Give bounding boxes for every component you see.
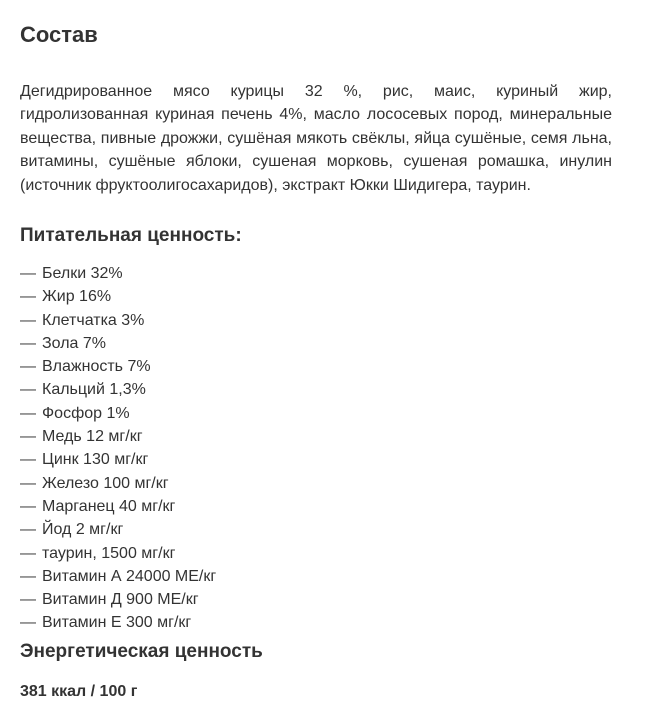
nutrient-item <box>20 425 216 448</box>
nutrient-label: Марганец 40 мг/кг <box>42 497 176 515</box>
nutrient-item <box>20 518 216 541</box>
nutrient-item <box>20 472 216 495</box>
nutrient-item <box>20 355 216 378</box>
list-bullet-dash: — <box>20 544 36 562</box>
nutrient-item <box>20 611 216 634</box>
list-bullet-dash: — <box>20 521 36 539</box>
list-bullet-dash: — <box>20 334 36 352</box>
list-bullet-dash: — <box>20 591 36 609</box>
nutrient-label: Витамин А 24000 МЕ/кг <box>42 567 217 585</box>
list-bullet-dash: — <box>20 428 36 446</box>
list-bullet-dash: — <box>20 614 36 632</box>
list-bullet-dash: — <box>20 567 36 585</box>
list-bullet-dash: — <box>20 451 36 469</box>
nutrient-item <box>20 332 216 355</box>
list-bullet-dash: — <box>20 265 36 282</box>
list-bullet-dash: — <box>20 381 36 399</box>
energy-value: 381 ккал / 100 г <box>20 683 138 700</box>
nutrient-label: Влажность 7% <box>42 358 151 376</box>
list-bullet-dash: — <box>20 358 36 376</box>
nutrient-item <box>20 378 216 401</box>
nutrient-label: Фосфор 1% <box>42 404 130 422</box>
nutrient-item <box>20 262 216 285</box>
nutrient-item <box>20 588 216 611</box>
nutrient-label: Железо 100 мг/кг <box>42 474 169 492</box>
nutrient-item <box>20 309 216 332</box>
nutrient-label: Витамин Д 900 МЕ/кг <box>42 591 199 609</box>
nutrient-label: Кальций 1,3% <box>42 381 146 399</box>
nutrient-item <box>20 542 216 565</box>
nutrient-label: Медь 12 мг/кг <box>42 428 143 446</box>
nutrient-label: таурин, 1500 мг/кг <box>42 544 176 562</box>
nutrient-list <box>20 262 216 635</box>
nutrition-heading: Питательная ценность: <box>20 225 242 246</box>
nutrient-label: Жир 16% <box>42 288 112 306</box>
nutrient-item <box>20 495 216 518</box>
list-bullet-dash: — <box>20 288 36 306</box>
nutrient-item <box>20 565 216 588</box>
list-bullet-dash: — <box>20 497 36 515</box>
list-bullet-dash: — <box>20 474 36 492</box>
composition-text: Дегидрированное мясо курицы 32 %, рис, маис, куриный жир, гидролизованная куриная печень 4%, масло лососевых пород, минеральные вещества, пивные дрожжи, сушёная мякоть свёклы, яйца сушёные, семя льна, витамины, сушёные яблоки, сушеная морковь, сушеная ромашка, инулин (источник фруктоолигосахаридов), экстракт Юкки Шидигера, таурин. <box>20 83 612 194</box>
nutrient-item <box>20 402 216 425</box>
nutrient-label: Зола 7% <box>42 334 107 352</box>
energy-heading: Энергетическая ценность <box>20 641 263 662</box>
nutrient-label: Белки 32% <box>42 265 123 282</box>
list-bullet-dash: — <box>20 404 36 422</box>
nutrient-label: Йод 2 мг/кг <box>42 521 124 539</box>
nutrient-label: Клетчатка 3% <box>42 311 145 329</box>
list-bullet-dash: — <box>20 311 36 329</box>
nutrient-item <box>20 448 216 471</box>
nutrient-label: Цинк 130 мг/кг <box>42 451 149 469</box>
nutrient-item <box>20 285 216 308</box>
composition-title: Состав <box>20 22 98 47</box>
nutrient-label: Витамин Е 300 мг/кг <box>42 614 192 632</box>
